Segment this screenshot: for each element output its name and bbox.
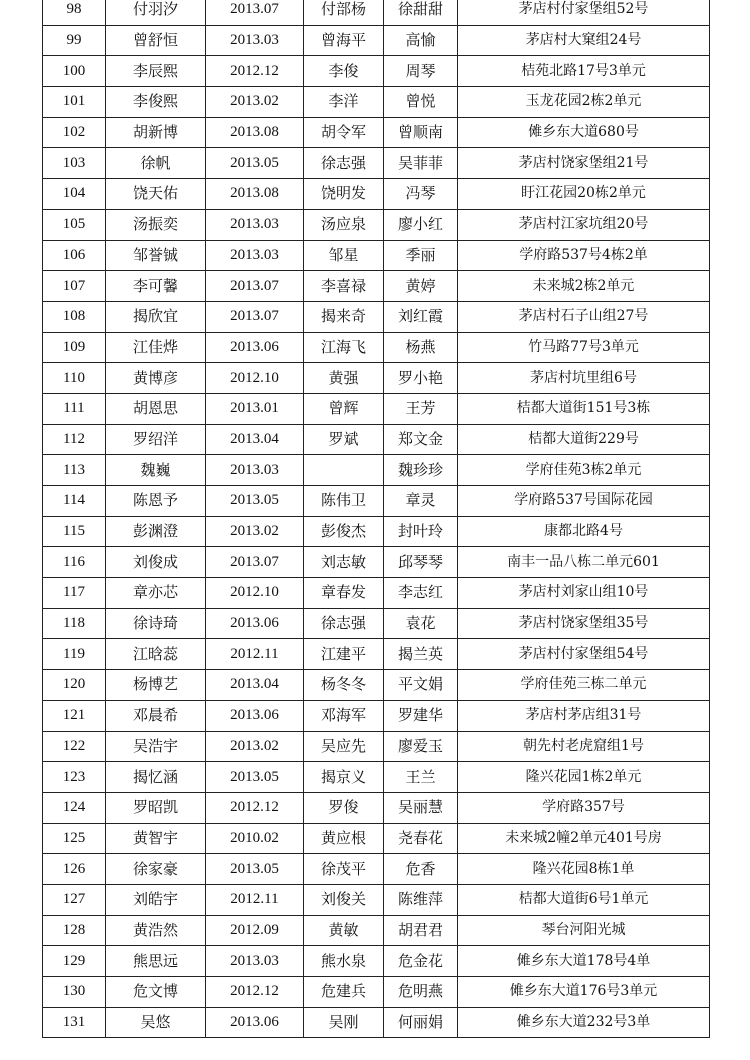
father-name-cell: 危建兵 [304,977,384,1008]
row-number-cell: 107 [43,271,106,302]
home-address-cell: 南丰一品八栋二单元601 [458,547,710,578]
birth-date-cell: 2012.11 [206,639,304,670]
roster-table [42,0,710,1038]
row-number-cell: 116 [43,547,106,578]
father-name-cell: 曾辉 [304,393,384,424]
father-name-cell: 李俊 [304,56,384,87]
mother-name-cell: 尧春花 [384,823,458,854]
home-address-cell: 茅店村石子山组27号 [458,301,710,332]
birth-date-cell: 2012.12 [206,977,304,1008]
home-address-cell: 傩乡东大道680号 [458,117,710,148]
row-number-cell: 103 [43,148,106,179]
row-number-cell: 118 [43,608,106,639]
home-address-cell: 未来城2幢2单元401号房 [458,823,710,854]
mother-name-cell: 黄婷 [384,271,458,302]
home-address-cell: 傩乡东大道232号3单 [458,1007,710,1038]
home-address-cell: 桔都大道街6号1单元 [458,884,710,915]
home-address-cell: 朝先村老虎窟组1号 [458,731,710,762]
father-name-cell: 江建平 [304,639,384,670]
birth-date-cell: 2013.03 [206,946,304,977]
child-name-cell: 黄智宇 [106,823,206,854]
table-row [43,762,710,793]
home-address-cell: 学府路537号国际花园 [458,486,710,517]
birth-date-cell: 2013.05 [206,854,304,885]
home-address-cell: 学府佳苑3栋2单元 [458,455,710,486]
table-row [43,578,710,609]
birth-date-cell: 2013.05 [206,762,304,793]
child-name-cell: 邓晨希 [106,700,206,731]
table-row [43,301,710,332]
mother-name-cell: 平文娟 [384,670,458,701]
child-name-cell: 饶天佑 [106,179,206,210]
mother-name-cell: 揭兰英 [384,639,458,670]
birth-date-cell: 2010.02 [206,823,304,854]
father-name-cell: 李喜禄 [304,271,384,302]
birth-date-cell: 2013.05 [206,148,304,179]
table-row [43,700,710,731]
mother-name-cell: 刘红霞 [384,301,458,332]
mother-name-cell: 袁花 [384,608,458,639]
home-address-cell: 盱江花园20栋2单元 [458,179,710,210]
birth-date-cell: 2013.03 [206,209,304,240]
table-row [43,823,710,854]
father-name-cell: 罗斌 [304,424,384,455]
home-address-cell: 学府佳苑三栋二单元 [458,670,710,701]
row-number-cell: 126 [43,854,106,885]
birth-date-cell: 2012.09 [206,915,304,946]
table-row [43,731,710,762]
row-number-cell: 109 [43,332,106,363]
mother-name-cell: 吴菲菲 [384,148,458,179]
home-address-cell: 琴台河阳光城 [458,915,710,946]
child-name-cell: 杨博艺 [106,670,206,701]
birth-date-cell: 2013.02 [206,87,304,118]
home-address-cell: 隆兴花园8栋1单 [458,854,710,885]
birth-date-cell: 2013.03 [206,455,304,486]
child-name-cell: 邹誉铖 [106,240,206,271]
child-name-cell: 汤振奕 [106,209,206,240]
father-name-cell: 揭京义 [304,762,384,793]
mother-name-cell: 罗小艳 [384,363,458,394]
child-name-cell: 李辰熙 [106,56,206,87]
child-name-cell: 徐家豪 [106,854,206,885]
row-number-cell: 115 [43,516,106,547]
child-name-cell: 江佳烨 [106,332,206,363]
birth-date-cell: 2013.01 [206,393,304,424]
table-row [43,393,710,424]
row-number-cell: 119 [43,639,106,670]
father-name-cell: 付部杨 [304,0,384,25]
table-row [43,56,710,87]
row-number-cell: 125 [43,823,106,854]
table-row [43,639,710,670]
child-name-cell: 刘俊成 [106,547,206,578]
birth-date-cell: 2013.05 [206,486,304,517]
row-number-cell: 99 [43,25,106,56]
father-name-cell: 吴应先 [304,731,384,762]
home-address-cell: 康都北路4号 [458,516,710,547]
table-row [43,179,710,210]
father-name-cell: 陈伟卫 [304,486,384,517]
birth-date-cell: 2012.10 [206,363,304,394]
child-name-cell: 黄博彦 [106,363,206,394]
father-name-cell: 曾海平 [304,25,384,56]
birth-date-cell: 2013.06 [206,332,304,363]
table-row [43,486,710,517]
child-name-cell: 罗昭凯 [106,792,206,823]
home-address-cell: 桔苑北路17号3单元 [458,56,710,87]
table-row [43,271,710,302]
birth-date-cell: 2013.06 [206,608,304,639]
home-address-cell: 茅店村坑里组6号 [458,363,710,394]
birth-date-cell: 2013.06 [206,700,304,731]
table-row [43,915,710,946]
home-address-cell: 隆兴花园1栋2单元 [458,762,710,793]
father-name-cell: 徐茂平 [304,854,384,885]
father-name-cell: 吴刚 [304,1007,384,1038]
child-name-cell: 彭渊澄 [106,516,206,547]
child-name-cell: 陈恩予 [106,486,206,517]
table-row [43,854,710,885]
birth-date-cell: 2012.11 [206,884,304,915]
father-name-cell: 刘俊关 [304,884,384,915]
table-row [43,792,710,823]
row-number-cell: 100 [43,56,106,87]
birth-date-cell: 2013.07 [206,271,304,302]
father-name-cell: 徐志强 [304,608,384,639]
home-address-cell: 桔都大道街229号 [458,424,710,455]
home-address-cell: 茅店村茅店组31号 [458,700,710,731]
child-name-cell: 揭忆涵 [106,762,206,793]
father-name-cell: 李洋 [304,87,384,118]
father-name-cell: 黄强 [304,363,384,394]
home-address-cell: 桔都大道街151号3栋 [458,393,710,424]
child-name-cell: 熊思远 [106,946,206,977]
table-row [43,516,710,547]
father-name-cell: 揭来奇 [304,301,384,332]
row-number-cell: 110 [43,363,106,394]
birth-date-cell: 2013.04 [206,670,304,701]
child-name-cell: 危文博 [106,977,206,1008]
row-number-cell: 104 [43,179,106,210]
father-name-cell: 胡令军 [304,117,384,148]
row-number-cell: 127 [43,884,106,915]
row-number-cell: 121 [43,700,106,731]
table-row [43,332,710,363]
mother-name-cell: 吴丽慧 [384,792,458,823]
row-number-cell: 114 [43,486,106,517]
home-address-cell: 茅店村大窠组24号 [458,25,710,56]
mother-name-cell: 邱琴琴 [384,547,458,578]
row-number-cell: 111 [43,393,106,424]
father-name-cell: 章春发 [304,578,384,609]
table-row [43,547,710,578]
child-name-cell: 李俊熙 [106,87,206,118]
father-name-cell: 江海飞 [304,332,384,363]
mother-name-cell: 陈维萍 [384,884,458,915]
father-name-cell: 刘志敏 [304,547,384,578]
row-number-cell: 124 [43,792,106,823]
birth-date-cell: 2013.08 [206,179,304,210]
table-row [43,455,710,486]
mother-name-cell: 李志红 [384,578,458,609]
child-name-cell: 曾舒恒 [106,25,206,56]
child-name-cell: 吴悠 [106,1007,206,1038]
table-row [43,117,710,148]
birth-date-cell: 2013.08 [206,117,304,148]
child-name-cell: 揭欣宜 [106,301,206,332]
table-row [43,0,710,25]
row-number-cell: 113 [43,455,106,486]
birth-date-cell: 2013.06 [206,1007,304,1038]
row-number-cell: 130 [43,977,106,1008]
father-name-cell: 邓海军 [304,700,384,731]
table-row [43,946,710,977]
home-address-cell: 竹马路77号3单元 [458,332,710,363]
mother-name-cell: 危明燕 [384,977,458,1008]
child-name-cell: 付羽汐 [106,0,206,25]
row-number-cell: 122 [43,731,106,762]
row-number-cell: 129 [43,946,106,977]
mother-name-cell: 曾顺南 [384,117,458,148]
home-address-cell: 茅店村饶家堡组21号 [458,148,710,179]
table-row [43,670,710,701]
mother-name-cell: 季丽 [384,240,458,271]
mother-name-cell: 章灵 [384,486,458,517]
home-address-cell: 学府路537号4栋2单 [458,240,710,271]
mother-name-cell: 郑文金 [384,424,458,455]
table-row [43,209,710,240]
roster-table-body [43,0,710,1038]
father-name-cell: 杨冬冬 [304,670,384,701]
mother-name-cell: 廖爱玉 [384,731,458,762]
mother-name-cell: 魏珍珍 [384,455,458,486]
child-name-cell: 徐帆 [106,148,206,179]
row-number-cell: 102 [43,117,106,148]
father-name-cell: 罗俊 [304,792,384,823]
birth-date-cell: 2013.07 [206,0,304,25]
mother-name-cell: 危金花 [384,946,458,977]
home-address-cell: 茅店村饶家堡组35号 [458,608,710,639]
home-address-cell: 茅店村江家坑组20号 [458,209,710,240]
birth-date-cell: 2013.03 [206,25,304,56]
table-row [43,240,710,271]
child-name-cell: 刘皓宇 [106,884,206,915]
father-name-cell: 汤应泉 [304,209,384,240]
mother-name-cell: 王芳 [384,393,458,424]
mother-name-cell: 罗建华 [384,700,458,731]
home-address-cell: 玉龙花园2栋2单元 [458,87,710,118]
mother-name-cell: 周琴 [384,56,458,87]
row-number-cell: 120 [43,670,106,701]
table-row [43,424,710,455]
table-row [43,87,710,118]
row-number-cell: 106 [43,240,106,271]
home-address-cell: 茅店村付家堡组54号 [458,639,710,670]
row-number-cell: 105 [43,209,106,240]
mother-name-cell: 封叶玲 [384,516,458,547]
table-row [43,884,710,915]
row-number-cell: 101 [43,87,106,118]
mother-name-cell: 高愉 [384,25,458,56]
father-name-cell: 邹星 [304,240,384,271]
child-name-cell: 胡恩思 [106,393,206,424]
home-address-cell: 傩乡东大道176号3单元 [458,977,710,1008]
mother-name-cell: 廖小红 [384,209,458,240]
row-number-cell: 123 [43,762,106,793]
table-row [43,25,710,56]
father-name-cell [304,455,384,486]
father-name-cell: 熊水泉 [304,946,384,977]
child-name-cell: 胡新博 [106,117,206,148]
row-number-cell: 128 [43,915,106,946]
mother-name-cell: 危香 [384,854,458,885]
father-name-cell: 彭俊杰 [304,516,384,547]
child-name-cell: 章亦芯 [106,578,206,609]
mother-name-cell: 徐甜甜 [384,0,458,25]
table-row [43,608,710,639]
child-name-cell: 魏巍 [106,455,206,486]
table-row [43,977,710,1008]
table-row [43,148,710,179]
table-row [43,1007,710,1038]
row-number-cell: 112 [43,424,106,455]
birth-date-cell: 2012.12 [206,792,304,823]
child-name-cell: 吴浩宇 [106,731,206,762]
mother-name-cell: 冯琴 [384,179,458,210]
birth-date-cell: 2013.03 [206,240,304,271]
mother-name-cell: 何丽娟 [384,1007,458,1038]
table-row [43,363,710,394]
birth-date-cell: 2013.04 [206,424,304,455]
father-name-cell: 徐志强 [304,148,384,179]
father-name-cell: 黄敏 [304,915,384,946]
birth-date-cell: 2013.02 [206,516,304,547]
mother-name-cell: 胡君君 [384,915,458,946]
father-name-cell: 黄应根 [304,823,384,854]
mother-name-cell: 杨燕 [384,332,458,363]
child-name-cell: 李可馨 [106,271,206,302]
birth-date-cell: 2012.10 [206,578,304,609]
mother-name-cell: 王兰 [384,762,458,793]
home-address-cell: 学府路357号 [458,792,710,823]
birth-date-cell: 2013.07 [206,301,304,332]
home-address-cell: 傩乡东大道178号4单 [458,946,710,977]
mother-name-cell: 曾悦 [384,87,458,118]
child-name-cell: 黄浩然 [106,915,206,946]
father-name-cell: 饶明发 [304,179,384,210]
child-name-cell: 江晗蕊 [106,639,206,670]
row-number-cell: 98 [43,0,106,25]
birth-date-cell: 2013.07 [206,547,304,578]
row-number-cell: 117 [43,578,106,609]
child-name-cell: 徐诗琦 [106,608,206,639]
row-number-cell: 108 [43,301,106,332]
birth-date-cell: 2013.02 [206,731,304,762]
home-address-cell: 未来城2栋2单元 [458,271,710,302]
child-name-cell: 罗绍洋 [106,424,206,455]
home-address-cell: 茅店村付家堡组52号 [458,0,710,25]
birth-date-cell: 2012.12 [206,56,304,87]
row-number-cell: 131 [43,1007,106,1038]
home-address-cell: 茅店村刘家山组10号 [458,578,710,609]
